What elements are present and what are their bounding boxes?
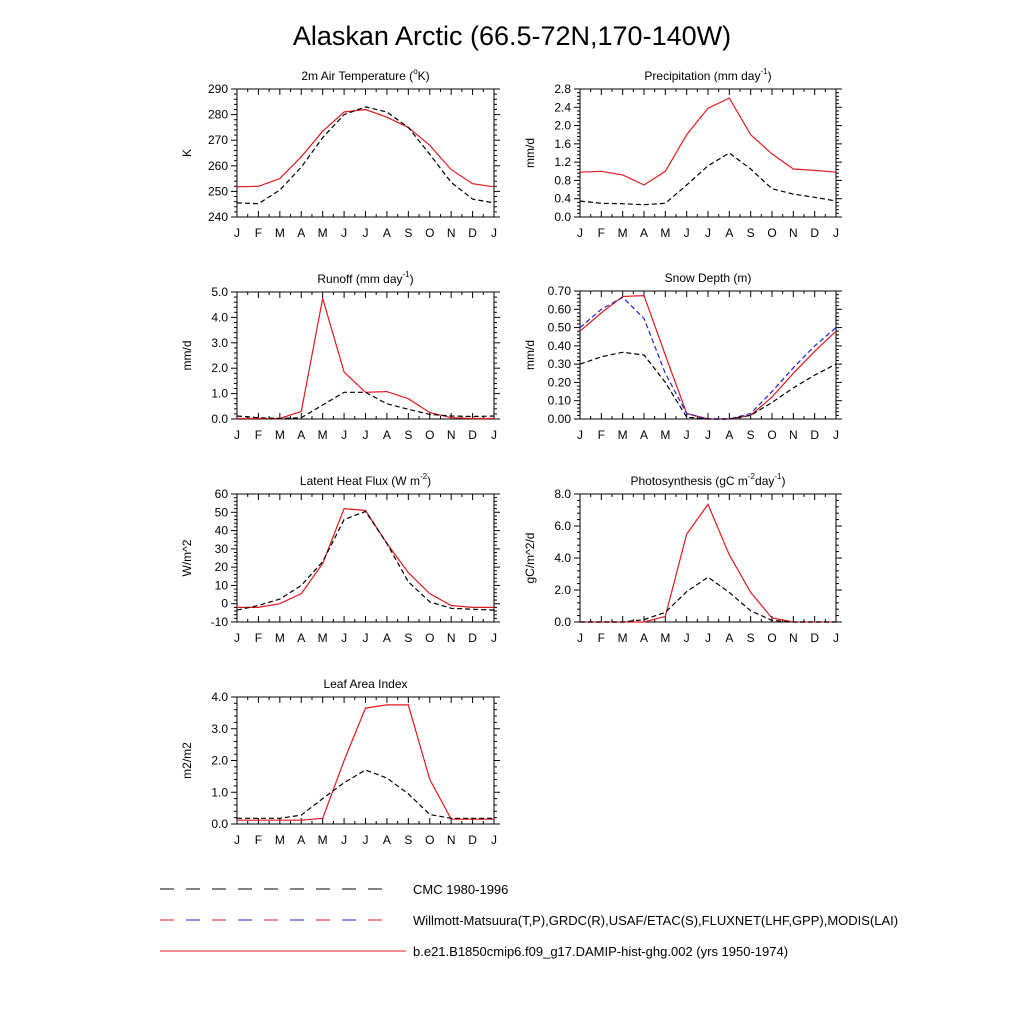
x-tick-label: N xyxy=(446,226,456,240)
x-tick-label: J xyxy=(362,631,369,645)
x-tick-label: A xyxy=(382,428,391,442)
y-tick-label: 0.70 xyxy=(547,284,571,298)
x-tick-label: A xyxy=(297,631,306,645)
plot-frame xyxy=(237,292,494,419)
plot-frame xyxy=(237,697,494,824)
x-tick-label: F xyxy=(254,428,263,442)
x-tick-label: M xyxy=(317,226,328,240)
series-line-obs xyxy=(580,352,836,419)
y-tick-label: 0.4 xyxy=(554,191,571,206)
x-tick-label: S xyxy=(404,226,413,240)
precipitation-panel xyxy=(523,67,842,240)
y-tick-label: 8.0 xyxy=(554,487,571,501)
y-tick-label: 0.8 xyxy=(554,173,571,188)
x-tick-label: F xyxy=(597,631,606,645)
x-tick-label: M xyxy=(660,428,671,442)
x-tick-label: J xyxy=(577,428,583,442)
y-tick-label: 3.0 xyxy=(211,335,228,350)
series-line-obs xyxy=(237,107,494,204)
y-tick-label: 250 xyxy=(207,184,228,199)
y-tick-label: 270 xyxy=(207,133,228,148)
y-tick-label: 5.0 xyxy=(211,285,228,299)
x-tick-label: A xyxy=(382,833,391,847)
series-line-obs xyxy=(580,153,836,205)
x-tick-label: O xyxy=(425,833,435,847)
y-tick-label: 0.00 xyxy=(547,412,571,426)
series-line-model xyxy=(580,296,836,419)
x-tick-label: D xyxy=(810,226,820,240)
y-tick-label: 1.0 xyxy=(211,785,228,800)
x-tick-label: D xyxy=(468,428,477,442)
x-tick-label: J xyxy=(234,226,240,240)
x-tick-label: S xyxy=(404,631,413,645)
y-tick-label: 240 xyxy=(207,210,228,224)
y-axis-label: mm/d xyxy=(180,340,194,371)
plot-frame xyxy=(237,494,494,622)
y-tick-label: 2.0 xyxy=(211,361,228,376)
x-tick-label: F xyxy=(254,226,263,240)
legend-item xyxy=(160,944,788,959)
y-tick-label: 2.0 xyxy=(554,118,571,133)
x-tick-label: J xyxy=(491,226,497,240)
panel-title: Photosynthesis (gC m-2day-1) xyxy=(630,472,786,488)
x-tick-label: J xyxy=(234,428,240,442)
y-tick-label: 2.4 xyxy=(554,100,571,115)
y-tick-label: 290 xyxy=(207,82,228,96)
x-tick-label: D xyxy=(810,631,820,645)
x-tick-label: J xyxy=(341,428,348,442)
series-line-obs xyxy=(237,770,494,818)
y-tick-label: 4.0 xyxy=(211,310,228,325)
x-tick-label: J xyxy=(234,833,240,847)
x-tick-label: N xyxy=(446,833,456,847)
x-tick-label: A xyxy=(725,226,734,240)
y-tick-label: 0.0 xyxy=(211,412,228,426)
legend-item xyxy=(160,913,898,928)
y-tick-label: 2.0 xyxy=(211,753,228,768)
x-tick-label: A xyxy=(297,428,306,442)
y-tick-label: 0.10 xyxy=(547,393,571,408)
y-tick-label: 50 xyxy=(214,505,228,520)
y-tick-label: 1.2 xyxy=(554,155,571,170)
y-axis-label: gC/m^2/d xyxy=(523,532,537,584)
x-tick-label: N xyxy=(446,428,456,442)
snow-depth-panel xyxy=(523,271,842,442)
x-tick-label: F xyxy=(597,226,606,240)
x-tick-label: N xyxy=(788,631,798,645)
x-tick-label: J xyxy=(683,226,690,240)
x-tick-label: J xyxy=(683,631,690,645)
x-tick-label: S xyxy=(404,833,413,847)
latent-heat-flux-panel xyxy=(180,472,500,645)
y-tick-label: 20 xyxy=(214,560,228,575)
legend-label: CMC 1980-1996 xyxy=(413,882,509,897)
runoff-panel xyxy=(180,270,500,442)
y-tick-label: 10 xyxy=(214,578,228,593)
legend xyxy=(160,882,898,959)
x-tick-label: F xyxy=(597,428,606,442)
x-tick-label: J xyxy=(577,226,583,240)
x-tick-label: A xyxy=(382,226,391,240)
x-tick-label: A xyxy=(297,833,306,847)
x-tick-label: J xyxy=(491,833,497,847)
x-tick-label: J xyxy=(833,428,839,442)
x-tick-label: J xyxy=(362,833,369,847)
panel-title: Leaf Area Index xyxy=(323,677,408,691)
series-line-obs xyxy=(580,577,836,622)
y-tick-label: 6.0 xyxy=(554,519,571,533)
photosynthesis-panel xyxy=(523,472,842,645)
x-tick-label: J xyxy=(341,226,348,240)
x-tick-label: F xyxy=(254,833,263,847)
panel-title: Runoff (mm day-1) xyxy=(317,270,414,286)
x-tick-label: O xyxy=(425,631,435,645)
y-axis-label: K xyxy=(180,148,194,158)
y-tick-label: 40 xyxy=(214,523,228,538)
x-tick-label: M xyxy=(317,631,328,645)
y-tick-label: 2.0 xyxy=(554,583,571,597)
legend-item xyxy=(160,882,508,897)
x-tick-label: M xyxy=(274,226,285,240)
x-tick-label: J xyxy=(705,226,711,240)
y-tick-label: 0 xyxy=(221,596,228,611)
x-tick-label: O xyxy=(425,226,435,240)
series-line-obs xyxy=(237,511,494,610)
x-tick-label: M xyxy=(617,226,628,240)
x-tick-label: A xyxy=(297,226,306,240)
plot-frame xyxy=(580,494,836,622)
x-tick-label: J xyxy=(341,631,348,645)
2m-air-temperature-panel xyxy=(180,67,500,240)
y-axis-label: mm/d xyxy=(523,340,537,370)
x-tick-label: O xyxy=(767,428,777,442)
x-tick-label: N xyxy=(446,631,456,645)
x-tick-label: M xyxy=(660,226,671,240)
x-tick-label: M xyxy=(317,428,328,442)
x-tick-label: S xyxy=(746,226,755,240)
x-tick-label: J xyxy=(491,631,497,645)
legend-label: b.e21.B1850cmip6.f09_g17.DAMIP-hist-ghg.002 (yrs 1950-1974) xyxy=(413,944,789,959)
y-tick-label: -10 xyxy=(210,615,228,629)
y-tick-label: 2.8 xyxy=(554,82,571,96)
x-tick-label: O xyxy=(425,428,435,442)
y-tick-label: 1.0 xyxy=(211,386,228,401)
chart-panels xyxy=(180,67,842,847)
x-tick-label: A xyxy=(639,428,649,442)
x-tick-label: J xyxy=(341,833,348,847)
x-tick-label: M xyxy=(274,833,285,847)
x-tick-label: J xyxy=(362,428,369,442)
x-tick-label: M xyxy=(317,833,328,847)
x-tick-label: J xyxy=(577,631,583,645)
x-tick-label: D xyxy=(468,631,477,645)
series-line-model xyxy=(237,298,494,418)
y-tick-label: 0.20 xyxy=(547,375,571,390)
x-tick-label: A xyxy=(639,226,649,240)
leaf-area-index-panel xyxy=(180,677,500,847)
y-tick-label: 0.60 xyxy=(547,302,571,317)
x-tick-label: M xyxy=(617,428,628,442)
x-tick-label: A xyxy=(382,631,391,645)
x-tick-label: S xyxy=(746,428,755,442)
y-tick-label: 260 xyxy=(207,158,228,173)
x-tick-label: M xyxy=(660,631,671,645)
x-tick-label: S xyxy=(746,631,755,645)
y-tick-label: 0.0 xyxy=(554,615,571,629)
panel-title: 2m Air Temperature (oK) xyxy=(301,67,430,83)
series-line-model xyxy=(580,504,836,622)
x-tick-label: A xyxy=(725,631,734,645)
x-tick-label: M xyxy=(274,631,285,645)
panel-title: Precipitation (mm day-1) xyxy=(644,67,772,83)
x-tick-label: J xyxy=(705,428,711,442)
y-tick-label: 4.0 xyxy=(211,690,228,704)
panel-title: Latent Heat Flux (W m-2) xyxy=(299,472,432,488)
series-line-model xyxy=(580,98,836,185)
x-tick-label: A xyxy=(725,428,734,442)
x-tick-label: D xyxy=(468,226,477,240)
y-tick-label: 0.40 xyxy=(547,338,571,353)
series-line-obs2 xyxy=(580,297,836,419)
series-line-model xyxy=(237,705,494,820)
y-tick-label: 0.30 xyxy=(547,357,571,372)
x-tick-label: O xyxy=(767,631,777,645)
x-tick-label: J xyxy=(833,226,839,240)
x-tick-label: J xyxy=(705,631,711,645)
x-tick-label: O xyxy=(767,226,777,240)
plot-frame xyxy=(237,89,494,217)
x-tick-label: S xyxy=(404,428,413,442)
series-line-model xyxy=(237,110,494,187)
panel-title: Snow Depth (m) xyxy=(664,271,752,285)
y-tick-label: 280 xyxy=(207,107,228,122)
x-tick-label: J xyxy=(833,631,839,645)
legend-label: Willmott-Matsuura(T,P),GRDC(R),USAF/ETAC(S),FLUXNET(LHF,GPP),MODIS(LAI) xyxy=(413,913,899,928)
y-tick-label: 0.0 xyxy=(211,817,228,831)
y-tick-label: 4.0 xyxy=(554,551,571,565)
y-tick-label: 1.6 xyxy=(554,136,571,151)
x-tick-label: F xyxy=(254,631,263,645)
series-line-model xyxy=(237,509,494,608)
plot-frame xyxy=(580,291,836,419)
x-tick-label: J xyxy=(234,631,240,645)
y-axis-label: mm/d xyxy=(523,138,537,168)
y-tick-label: 30 xyxy=(214,541,228,556)
x-tick-label: N xyxy=(788,428,798,442)
x-tick-label: N xyxy=(788,226,798,240)
x-tick-label: D xyxy=(468,833,477,847)
y-tick-label: 3.0 xyxy=(211,721,228,736)
y-axis-label: m2/m2 xyxy=(180,742,194,779)
x-tick-label: M xyxy=(274,428,285,442)
x-tick-label: D xyxy=(810,428,820,442)
y-tick-label: 0.50 xyxy=(547,320,571,335)
figure-title: Alaskan Arctic (66.5-72N,170-140W) xyxy=(292,21,732,51)
x-tick-label: J xyxy=(491,428,497,442)
y-tick-label: 0.0 xyxy=(554,210,571,224)
x-tick-label: M xyxy=(617,631,628,645)
y-axis-label: W/m^2 xyxy=(180,539,194,577)
y-tick-label: 60 xyxy=(214,487,228,501)
x-tick-label: A xyxy=(639,631,649,645)
x-tick-label: J xyxy=(362,226,369,240)
x-tick-label: J xyxy=(683,428,690,442)
